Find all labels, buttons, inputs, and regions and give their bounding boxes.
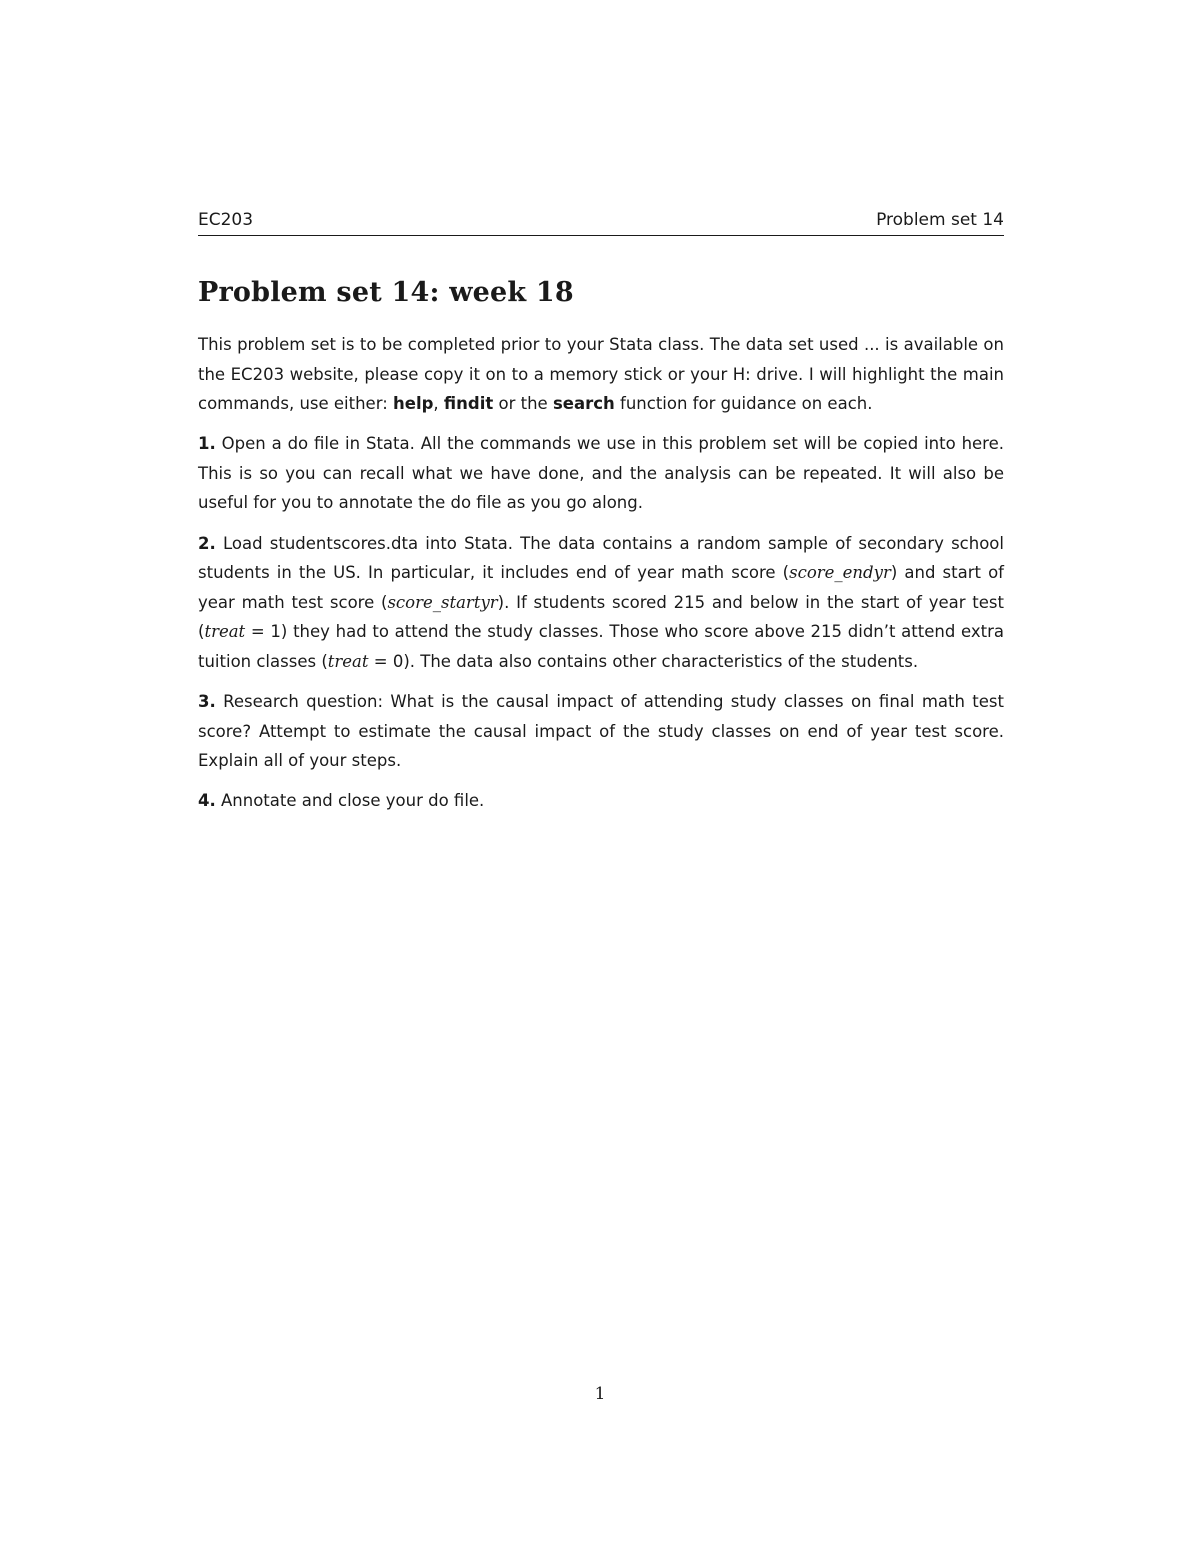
page-number: 1 [594, 1384, 606, 1404]
command-findit: findit [443, 394, 494, 414]
intro-text-1: This problem set is to be completed prior to your Stata class. The data set used ... is available on the EC203 website, please copy it on to a memory stick or your H: drive. I will highlight the main commands, use either: [198, 335, 1004, 414]
question-2-text-4: = 1) they had to attend the study classes. Those who score above 215 didn’t attend extra tuition classes ( [198, 622, 1004, 671]
question-2 [198, 529, 1004, 677]
question-4-number: 4. [198, 791, 216, 811]
question-4 [198, 786, 1004, 816]
variable-treat: treat [204, 622, 246, 642]
intro-paragraph [198, 330, 1004, 419]
intro-text-3: or the [493, 394, 553, 414]
question-2-text-3: ). If students scored 215 and below in the start of year test ( [198, 592, 1004, 642]
question-3 [198, 687, 1004, 776]
running-header [198, 205, 1004, 236]
command-help: help [393, 394, 434, 414]
question-3-text: Research question: What is the causal impact of attending study classes on final math test score? Attempt to estimate the causal impact of the study classes on end of year test score. Explain all of your steps. [198, 692, 1004, 771]
page-title: Problem set 14: week 18 [198, 277, 574, 308]
question-4-text: Annotate and close your do file. [215, 791, 485, 811]
question-2-text-1: Load studentscores.dta into Stata. The data contains a random sample of secondary school students in the US. In particular, it includes end of year math score ( [198, 533, 1004, 583]
command-search: search [552, 394, 615, 414]
question-1-number: 1. [198, 434, 216, 454]
question-2-number: 2. [198, 533, 216, 553]
question-2-text-5: = 0). The data also contains other characteristics of the students. [368, 651, 919, 671]
question-2-text-2: ) and start of year math test score ( [198, 563, 1004, 612]
variable-score-startyr: score_startyr [387, 592, 498, 612]
variable-score-endyr: score_endyr [789, 563, 891, 583]
intro-text-2: , [433, 394, 444, 414]
header-course-code: EC203 [198, 210, 254, 230]
document-body [198, 330, 1004, 826]
question-1 [198, 429, 1004, 518]
intro-text-4: function for guidance on each. [614, 394, 873, 414]
question-1-text: Open a do file in Stata. All the commands we use in this problem set will be copied into here. This is so you can recall what we have done, and the analysis can be repeated. It will also be useful for you to annotate the do file as you go along. [198, 434, 1004, 513]
header-doc-label: Problem set 14 [876, 210, 1004, 230]
variable-treat: treat [327, 651, 369, 671]
question-3-number: 3. [198, 692, 216, 712]
